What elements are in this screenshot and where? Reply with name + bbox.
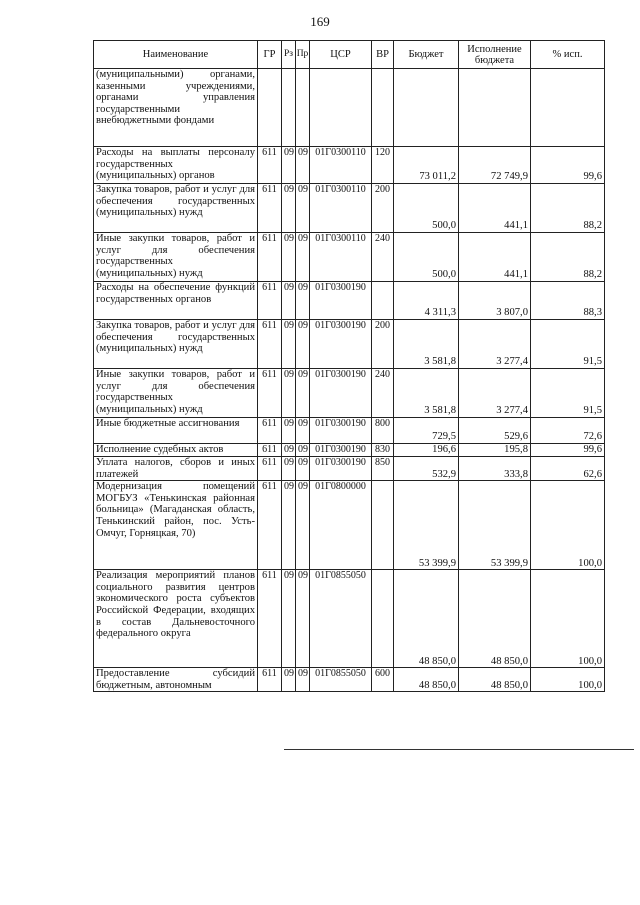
table-row [94, 320, 605, 369]
row-vr [372, 69, 394, 147]
row-csr: 01Г0300110 [310, 147, 372, 184]
row-execution: 333,8 [459, 457, 531, 481]
table-row [94, 418, 605, 444]
row-percent: 91,5 [531, 369, 605, 418]
row-rz: 09 [282, 282, 296, 320]
row-csr: 01Г0855050 [310, 668, 372, 692]
row-pr: 09 [296, 570, 310, 668]
row-pr: 09 [296, 369, 310, 418]
row-csr: 01Г0800000 [310, 481, 372, 570]
row-execution: 3 277,4 [459, 369, 531, 418]
row-gr: 611 [258, 668, 282, 692]
row-vr: 850 [372, 457, 394, 481]
header-execution: Исполнение бюджета [459, 41, 531, 69]
table-row [94, 147, 605, 184]
table-row [94, 570, 605, 668]
table-row [94, 233, 605, 282]
table-row [94, 282, 605, 320]
row-gr: 611 [258, 282, 282, 320]
row-execution: 3 807,0 [459, 282, 531, 320]
row-percent: 99,6 [531, 147, 605, 184]
row-gr: 611 [258, 444, 282, 457]
row-vr: 240 [372, 369, 394, 418]
row-gr: 611 [258, 481, 282, 570]
row-csr: 01Г0855050 [310, 570, 372, 668]
row-pr: 09 [296, 184, 310, 233]
row-execution: 72 749,9 [459, 147, 531, 184]
row-csr: 01Г0300190 [310, 320, 372, 369]
row-percent: 100,0 [531, 668, 605, 692]
row-execution: 53 399,9 [459, 481, 531, 570]
row-pr: 09 [296, 481, 310, 570]
table-row [94, 457, 605, 481]
row-name: Закупка товаров, работ и услуг для обеспечения государственных (муниципальных) нужд [94, 320, 258, 369]
row-percent: 99,6 [531, 444, 605, 457]
header-rz: Рз [282, 41, 296, 69]
row-execution: 3 277,4 [459, 320, 531, 369]
row-pr: 09 [296, 668, 310, 692]
table-row [94, 481, 605, 570]
row-budget: 500,0 [394, 184, 459, 233]
row-vr: 200 [372, 184, 394, 233]
row-gr: 611 [258, 570, 282, 668]
header-csr: ЦСР [310, 41, 372, 69]
row-percent: 100,0 [531, 570, 605, 668]
row-percent [531, 69, 605, 147]
row-name: Иные бюджетные ассигнования [94, 418, 258, 444]
row-vr [372, 282, 394, 320]
row-rz: 09 [282, 418, 296, 444]
row-csr [310, 69, 372, 147]
row-percent: 62,6 [531, 457, 605, 481]
row-vr [372, 570, 394, 668]
row-percent: 88,2 [531, 233, 605, 282]
row-percent: 91,5 [531, 320, 605, 369]
row-csr: 01Г0300190 [310, 282, 372, 320]
row-percent: 72,6 [531, 418, 605, 444]
table-row [94, 668, 605, 692]
row-execution: 48 850,0 [459, 668, 531, 692]
row-gr: 611 [258, 320, 282, 369]
row-name: Закупка товаров, работ и услуг для обеспечения государственных (муниципальных) нужд [94, 184, 258, 233]
row-pr: 09 [296, 147, 310, 184]
row-pr: 09 [296, 418, 310, 444]
row-csr: 01Г0300190 [310, 369, 372, 418]
row-percent: 100,0 [531, 481, 605, 570]
row-rz: 09 [282, 320, 296, 369]
table-row [94, 444, 605, 457]
row-pr: 09 [296, 457, 310, 481]
row-rz [282, 69, 296, 147]
row-vr: 800 [372, 418, 394, 444]
row-vr: 240 [372, 233, 394, 282]
row-gr: 611 [258, 457, 282, 481]
header-gr: ГР [258, 41, 282, 69]
row-vr: 830 [372, 444, 394, 457]
row-name: (муниципальными) органами, казенными учреждениями, органами управления государственными внебюджетными фондами [94, 69, 258, 147]
row-budget: 729,5 [394, 418, 459, 444]
row-name: Предоставление субсидий бюджетным, автономным [94, 668, 258, 692]
row-percent: 88,2 [531, 184, 605, 233]
row-execution: 529,6 [459, 418, 531, 444]
table-body [94, 69, 605, 692]
row-vr: 600 [372, 668, 394, 692]
header-budget: Бюджет [394, 41, 459, 69]
row-pr [296, 69, 310, 147]
row-budget: 53 399,9 [394, 481, 459, 570]
row-csr: 01Г0300110 [310, 233, 372, 282]
table-header [94, 41, 605, 69]
row-rz: 09 [282, 369, 296, 418]
row-csr: 01Г0300190 [310, 444, 372, 457]
row-pr: 09 [296, 320, 310, 369]
row-gr: 611 [258, 369, 282, 418]
row-budget: 3 581,8 [394, 369, 459, 418]
row-csr: 01Г0300190 [310, 457, 372, 481]
row-rz: 09 [282, 570, 296, 668]
row-name: Расходы на выплаты персоналу государственных (муниципальных) органов [94, 147, 258, 184]
header-pr: Пр [296, 41, 310, 69]
row-execution [459, 69, 531, 147]
row-vr: 120 [372, 147, 394, 184]
row-gr: 611 [258, 184, 282, 233]
row-name: Расходы на обеспечение функций государственных органов [94, 282, 258, 320]
row-gr: 611 [258, 233, 282, 282]
row-budget: 4 311,3 [394, 282, 459, 320]
footer-divider [284, 749, 634, 750]
row-execution: 441,1 [459, 184, 531, 233]
row-execution: 441,1 [459, 233, 531, 282]
header-percent: % исп. [531, 41, 605, 69]
row-percent: 88,3 [531, 282, 605, 320]
row-budget: 48 850,0 [394, 570, 459, 668]
row-rz: 09 [282, 481, 296, 570]
row-budget: 500,0 [394, 233, 459, 282]
row-pr: 09 [296, 282, 310, 320]
row-vr: 200 [372, 320, 394, 369]
table-row [94, 184, 605, 233]
row-name: Реализация мероприятий планов социального развития центров экономического роста субъектов Российской Федерации, входящих в состав Дальневосточного федерального округа [94, 570, 258, 668]
row-budget: 48 850,0 [394, 668, 459, 692]
row-execution: 195,8 [459, 444, 531, 457]
row-name: Иные закупки товаров, работ и услуг для обеспечения государственных (муниципальных) нужд [94, 233, 258, 282]
budget-table [93, 40, 605, 692]
row-name: Уплата налогов, сборов и иных платежей [94, 457, 258, 481]
row-rz: 09 [282, 184, 296, 233]
row-gr: 611 [258, 418, 282, 444]
row-budget: 532,9 [394, 457, 459, 481]
row-execution: 48 850,0 [459, 570, 531, 668]
row-rz: 09 [282, 147, 296, 184]
row-budget: 73 011,2 [394, 147, 459, 184]
row-name: Модернизация помещений МОГБУЗ «Тенькинская районная больница» (Магаданская область, Тенькинский район, пос. Усть-Омчуг, Горняцкая, 70) [94, 481, 258, 570]
row-pr: 09 [296, 233, 310, 282]
row-gr [258, 69, 282, 147]
row-budget [394, 69, 459, 147]
table-row [94, 69, 605, 147]
row-gr: 611 [258, 147, 282, 184]
row-rz: 09 [282, 668, 296, 692]
header-vr: ВР [372, 41, 394, 69]
row-rz: 09 [282, 457, 296, 481]
row-name: Исполнение судебных актов [94, 444, 258, 457]
row-budget: 196,6 [394, 444, 459, 457]
page-number: 169 [310, 14, 330, 29]
row-pr: 09 [296, 444, 310, 457]
header-name: Наименование [94, 41, 258, 69]
row-csr: 01Г0300110 [310, 184, 372, 233]
row-name: Иные закупки товаров, работ и услуг для обеспечения государственных (муниципальных) нужд [94, 369, 258, 418]
row-vr [372, 481, 394, 570]
row-csr: 01Г0300190 [310, 418, 372, 444]
row-rz: 09 [282, 233, 296, 282]
table-row [94, 369, 605, 418]
row-rz: 09 [282, 444, 296, 457]
row-budget: 3 581,8 [394, 320, 459, 369]
